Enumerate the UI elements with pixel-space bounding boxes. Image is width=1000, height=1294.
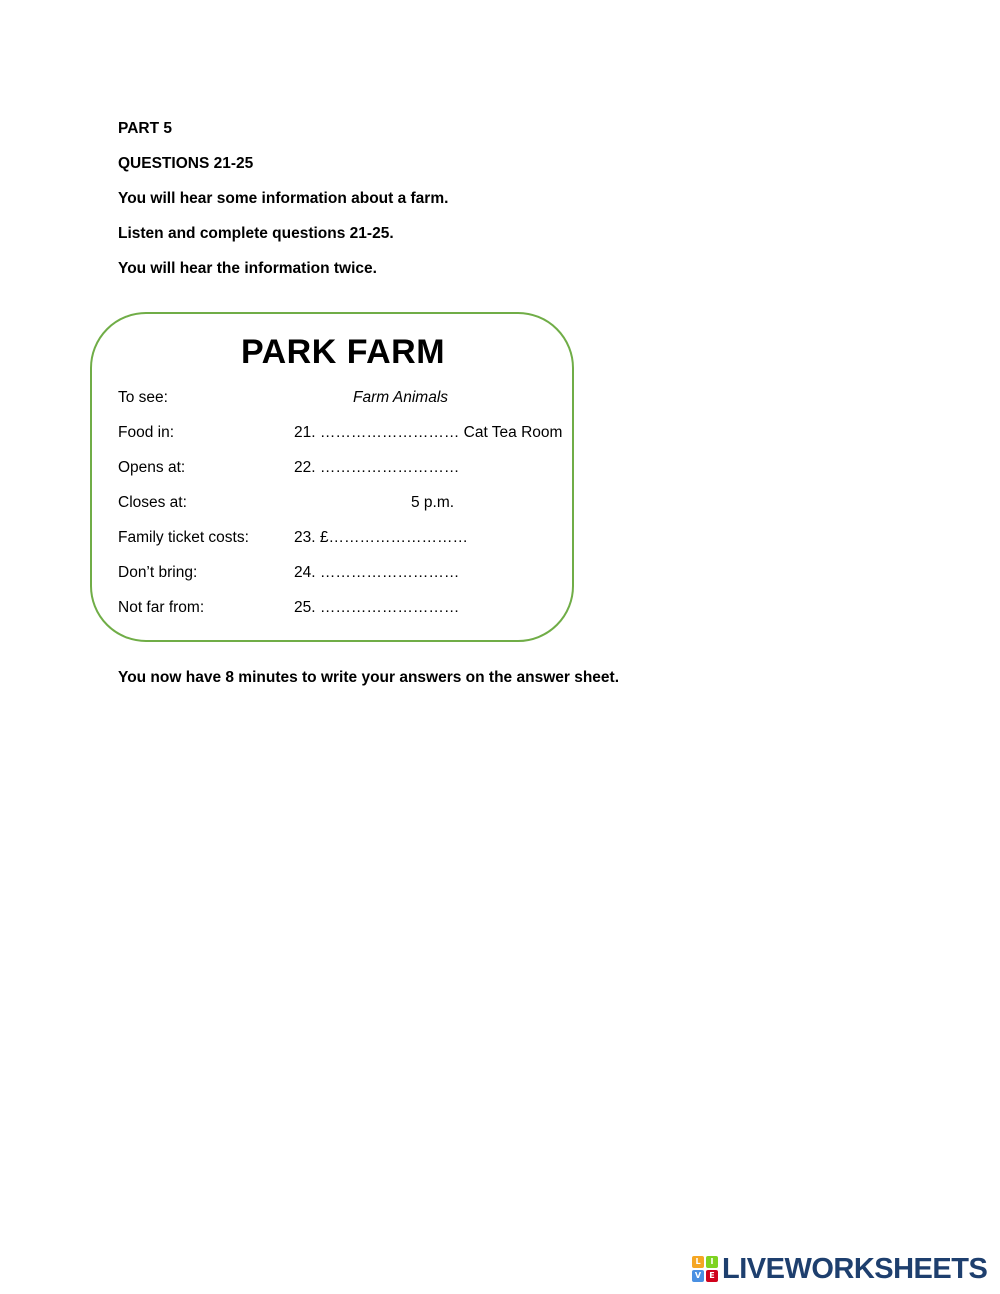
row-label-closes-at: Closes at: (118, 494, 187, 511)
brand-watermark[interactable] (692, 1252, 987, 1286)
row-label-dont-bring: Don’t bring: (118, 564, 198, 581)
row-value-family-ticket[interactable]: 23. £……………………… (294, 529, 468, 546)
row-value-to-see: Farm Animals (353, 389, 449, 406)
part-heading: PART 5 (118, 120, 172, 137)
logo-tile-l: L (692, 1256, 704, 1268)
logo-tile-v: V (692, 1270, 704, 1282)
logo-tile-i: I (706, 1256, 718, 1268)
brand-name: LIVEWORKSHEETS (722, 1253, 988, 1285)
instruction-line-2: Listen and complete questions 21-25. (118, 225, 394, 242)
row-value-opens-at[interactable]: 22. ……………………… (294, 459, 460, 476)
row-value-dont-bring[interactable]: 24. ……………………… (294, 564, 460, 581)
questions-heading: QUESTIONS 21-25 (118, 155, 254, 172)
row-value-food-in[interactable]: 21. ……………………… Cat Tea Room (294, 424, 563, 441)
row-label-not-far-from: Not far from: (118, 599, 205, 616)
row-label-family-ticket: Family ticket costs: (118, 529, 249, 546)
row-value-closes-at: 5 p.m. (411, 494, 455, 511)
row-label-to-see: To see: (118, 389, 168, 406)
row-value-not-far-from[interactable]: 25. ……………………… (294, 599, 460, 616)
row-label-food-in: Food in: (118, 424, 175, 441)
instruction-line-3: You will hear the information twice. (118, 260, 377, 277)
instruction-line-1: You will hear some information about a farm. (118, 190, 449, 207)
card-title: PARK FARM (240, 333, 446, 371)
brand-logo-icon (692, 1256, 718, 1282)
footer-instruction: You now have 8 minutes to write your answers on the answer sheet. (118, 669, 620, 686)
row-label-opens-at: Opens at: (118, 459, 186, 476)
logo-tile-e: E (706, 1270, 718, 1282)
